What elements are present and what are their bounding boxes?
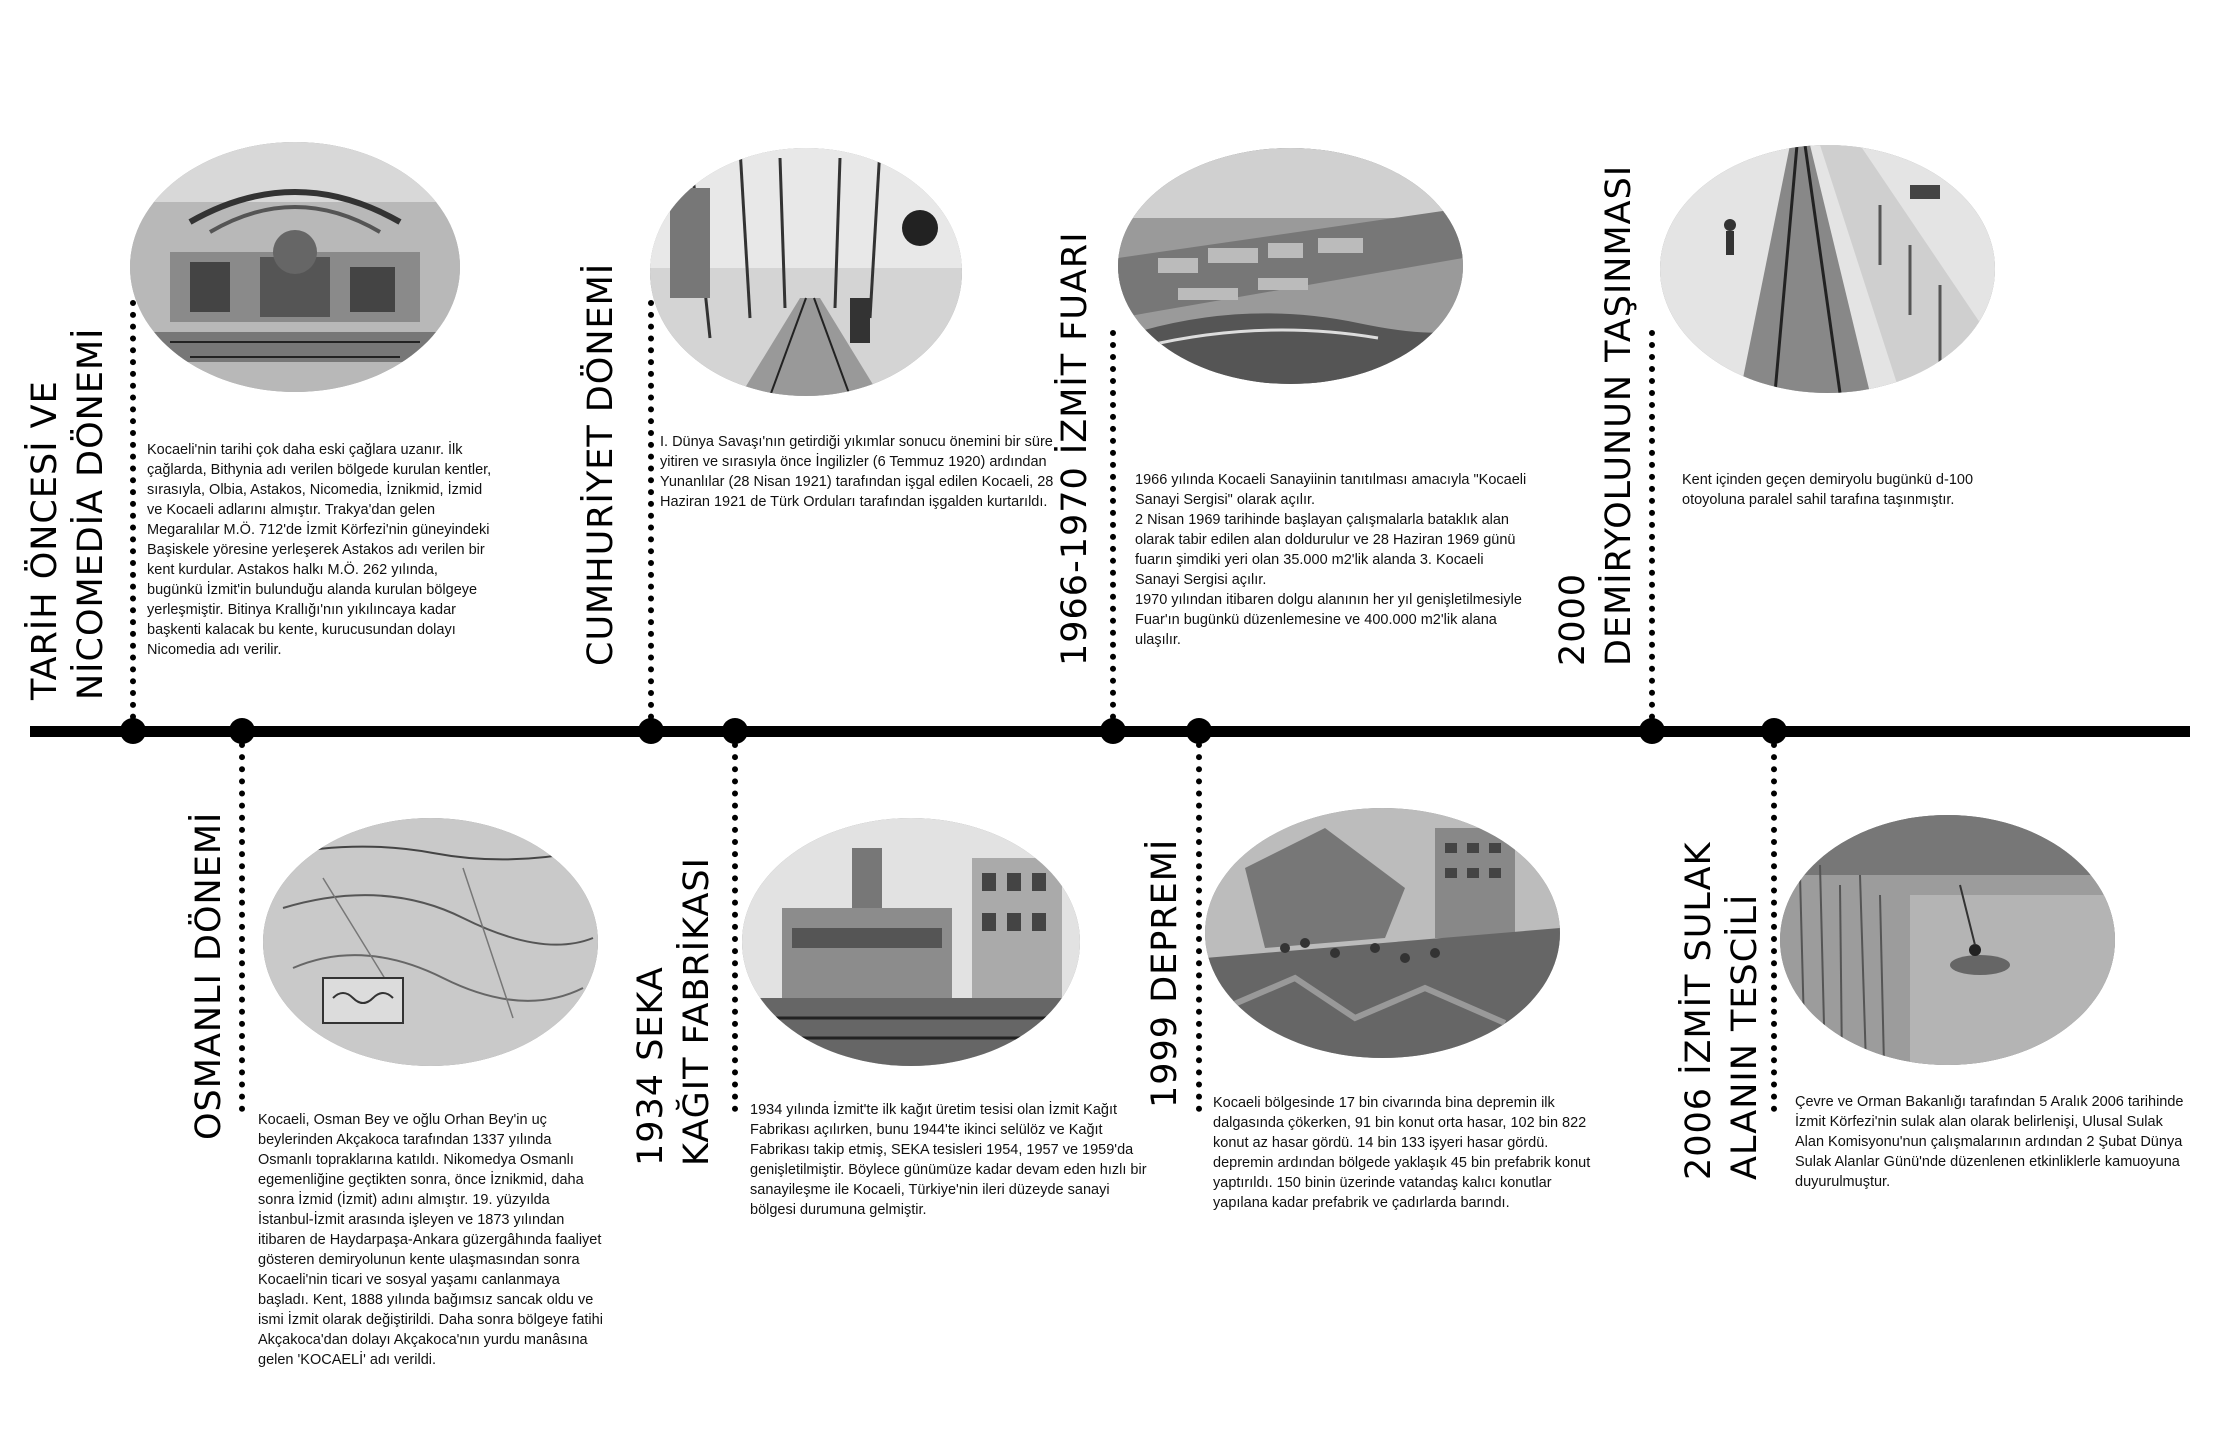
paper-factory-image <box>742 818 1080 1066</box>
photo-earthquake-rubble <box>1205 808 1560 1058</box>
ancient-city-engraving-image <box>130 142 460 392</box>
photo-railway-street <box>1660 145 1995 393</box>
wetland-reeds-image <box>1780 815 2115 1065</box>
event-title-tarih-oncesi: TARİH ÖNCESİ VE NİCOMEDİA DÖNEMİ <box>25 327 111 700</box>
timeline-stem-cumhuriyet <box>648 300 654 720</box>
timeline-dot-demiryolu <box>1639 718 1665 744</box>
event-title-sulak-alan: 2006 İZMİT SULAK ALANIN TESCİLİ <box>1679 841 1765 1180</box>
event-description-demiryolu: Kent içinden geçen demiryolu bugünkü d-100 otoyoluna paralel sahil tarafına taşınmıştır. <box>1682 472 1974 508</box>
timeline-stem-sulak-alan <box>1771 742 1777 1112</box>
event-title-demiryolu: 2000 DEMİRYOLUNUN TAŞINMASI <box>1553 164 1639 666</box>
event-title-deprem: 1999 DEPREMİ <box>1145 838 1185 1108</box>
event-title-seka: 1934 SEKA KAĞIT FABRİKASI <box>631 857 717 1166</box>
event-description-cumhuriyet: I. Dünya Savaşı'nın getirdiği yıkımlar sonucu önemini bir süre yitiren ve sırasıyla önce İngilizler (6 Temmuz 1920) ardından Yunanlılar (28 Nisan 1921) tarafından işgal edilen Kocaeli, 28 Haziran 1921 de Türk Orduları tarafından işgalden kurtarıldı. <box>660 434 1054 510</box>
timeline-dot-sulak-alan <box>1761 718 1787 744</box>
event-description-sulak-alan: Çevre ve Orman Bakanlığı tarafından 5 Aralık 2006 tarihinde İzmit Körfezi'nin sulak alan olarak belirlenişi, Ulusal Sulak Alan Komisyonu'nun çalışmalarının ardından 2 Şubat Dünya Sulak Alanlar Günü'nde düzenlenen etkinliklerle kamuoyuna duyurulmuştur. <box>1795 1094 2184 1190</box>
event-description-osmanli: Kocaeli, Osman Bey ve oğlu Orhan Bey'in uç beylerinden Akçakoca tarafından 1337 yılında Osmanlı topraklarına katıldı. Nikomedya Osmanlı egemenliğine geçtikten sonra, önce İznikmid, daha sonra İzmid (İzmit) adını almıştır. 19. yüzyılda İstanbul-İzmit arasında işleyen ve 1873 yılından itibaren de Haydarpaşa-Ankara güzergâhında faaliyet gösteren demiryolunun kente ulaşmasından sonra Kocaeli'nin ticari ve sosyal yaşamı canlanmaya başladı. Kent, 1888 yılında bağımsız sancak oldu ve ismi İzmit olarak değiştirildi. Daha sonra bölgeye fatihi Akçakoca'dan dolayı Akçakoca'nın yurdu manâsına gelen 'KOCAELİ' adı verildi. <box>258 1112 603 1368</box>
timeline-stem-demiryolu <box>1649 330 1655 720</box>
event-title-cumhuriyet: CUMHURİYET DÖNEMİ <box>581 262 621 666</box>
event-description-seka: 1934 yılında İzmit'te ilk kağıt üretim tesisi olan İzmit Kağıt Fabrikası açılırken, bunu 1944'te ikinci selülöz ve Kağıt Fabrikası takip etmiş, SEKA tesisleri 1954, 1957 ve 1959'da genişletilmiştir. Böylece günümüze kadar devam eden hızlı bir sanayileşme ile Kocaeli, Türkiye'nin ileri düzeyde sanayi bölgesi durumuna gelmiştir. <box>750 1102 1147 1218</box>
timeline-stem-deprem <box>1196 742 1202 1112</box>
event-description-fuar: 1966 yılında Kocaeli Sanayiinin tanıtılması amacıyla "Kocaeli Sanayi Sergisi" olarak açılır. 2 Nisan 1969 tarihinde başlayan çalışmalarla bataklık alan olarak tabir edilen alan doldurulur ve 28 Haziran 1969 günü fuarın şimdiki yeri olan 35.000 m2'lik alanda 3. Kocaeli Sanayi Sergisi açılır. 1970 yılından itibaren dolgu alanının her yıl genişletilmesiyle Fuar'ın bugünkü düzenlemesine ve 400.000 m2'lik alana ulaşılır. <box>1135 472 1527 648</box>
event-title-osmanli: OSMANLI DÖNEMİ <box>189 811 229 1140</box>
photo-fair-aerial-view <box>1118 148 1463 384</box>
photo-wetland-reeds <box>1780 815 2115 1065</box>
photo-ancient-city-engraving <box>130 142 460 392</box>
timeline-dot-tarih-oncesi <box>120 718 146 744</box>
timeline-stem-tarih-oncesi <box>130 300 136 720</box>
timeline-dot-osmanli <box>229 718 255 744</box>
railway-street-image <box>1660 145 1995 393</box>
ottoman-map-image <box>263 818 598 1066</box>
event-title-fuar: 1966-1970 İZMİT FUARI <box>1055 231 1095 666</box>
event-description-tarih-oncesi: Kocaeli'nin tarihi çok daha eski çağlara uzanır. İlk çağlarda, Bithynia adı verilen bölgede kurulan kentler, sırasıyla, Olbia, Astakos, Nicomedia, İznikmid, İzmid ve Kocaeli adlarını almıştır. Trakya'dan gelen Megaralılar M.Ö. 712'de İzmit Körfezi'nin güneyindeki Başiskele yöresine yerleşerek Astakos adı verilen bir kent kurdular. Astakos halkı M.Ö. 262 yılında, bugünkü İzmit'in bulunduğu alanda kurulan bölgeye yerleşmiştir. Bitinya Krallığı'nın yıkılıncaya kadar başkenti kalacak bu kente, kurucusundan dolayı Nicomedia adı verilir. <box>147 442 492 658</box>
timeline-dot-seka <box>722 718 748 744</box>
timeline-stem-fuar <box>1110 330 1116 720</box>
timeline-dot-cumhuriyet <box>638 718 664 744</box>
event-description-deprem: Kocaeli bölgesinde 17 bin civarında bina depremin ilk dalgasında çökerken, 91 bin konut orta hasar, 102 bin 822 konut az hasar gördü. 14 bin 133 işyeri hasar gördü. depremin ardından bölgede yaklaşık 45 bin prefabrik konut yaptırıldı. 150 binin üzerinde vatandaş kalıcı konutlar yapılana kadar prefabrik ve çadırlarda barındı. <box>1213 1095 1591 1211</box>
tree-lined-railway-image <box>650 148 962 396</box>
timeline-dot-fuar <box>1100 718 1126 744</box>
photo-ottoman-map <box>263 818 598 1066</box>
timeline-dot-deprem <box>1186 718 1212 744</box>
timeline-stem-seka <box>732 742 738 1112</box>
timeline-stem-osmanli <box>239 742 245 1112</box>
earthquake-rubble-image <box>1205 808 1560 1058</box>
fair-aerial-view-image <box>1118 148 1463 384</box>
photo-paper-factory <box>742 818 1080 1066</box>
photo-tree-lined-railway <box>650 148 962 396</box>
